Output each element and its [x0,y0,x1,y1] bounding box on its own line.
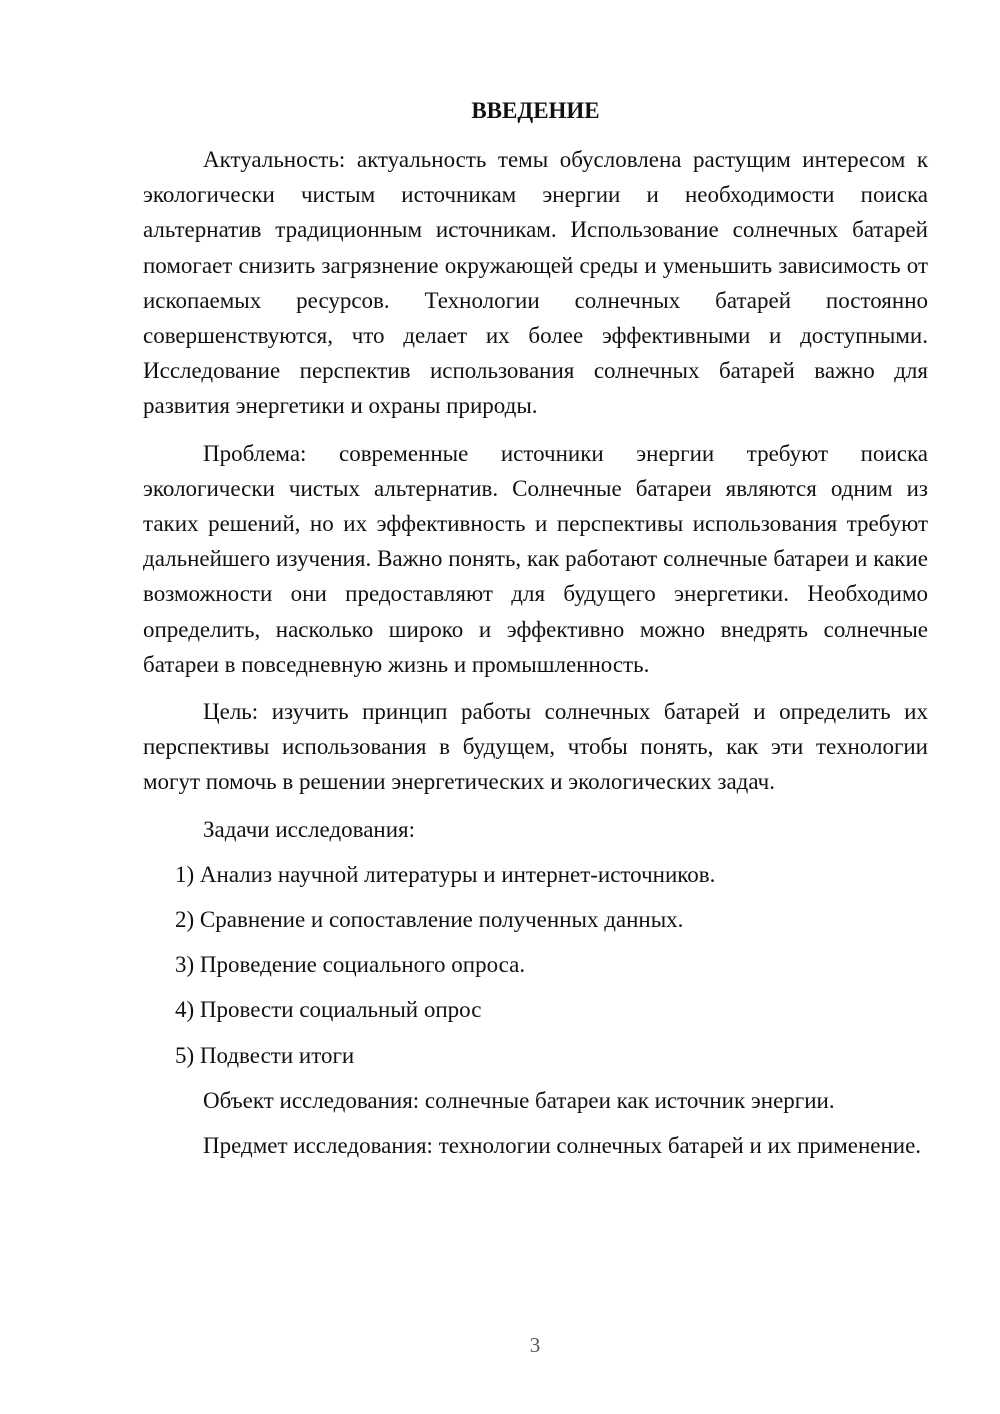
list-item: 4) Провести социальный опрос [175,997,482,1023]
page-number: 3 [529,1333,541,1357]
paragraph-subject: Предмет исследования: технологии солнечных батарей и их применение. [203,1133,922,1159]
list-item: 3) Проведение социального опроса. [175,952,526,978]
paragraph-relevance: Актуальность: актуальность темы обусловлена растущим интересом к экологически чистым источникам энергии и необходимости поиска альтернатив традиционным источникам. Использование солнечных батарей помогает снизить загрязнение окружающей среды и уменьшить зависимость от ископаемых ресурсов. Технологии солнечных батарей постоянно совершенствуются, что делает их более эффективными и доступными. Исследование перспектив использования солнечных батарей важно для развития энергетики и охраны природы. [143,147,928,419]
list-item: 2) Сравнение и сопоставление полученных данных. [175,907,684,933]
paragraph-object: Объект исследования: солнечные батареи как источник энергии. [203,1087,835,1113]
tasks-list [143,857,928,1073]
page-title: ВВЕДЕНИЕ [471,98,600,123]
list-item: 5) Подвести итоги [175,1042,355,1068]
document-body [143,142,928,1175]
paragraph-problem: Проблема: современные источники энергии требуют поиска экологически чистых альтернатив. Солнечные батареи являются одним из таких решений, но их эффективность и перспективы использования требуют дальнейшего изучения. Важно понять, как работают солнечные батареи и какие возможности они предоставляют для будущего энергетики. Необходимо определить, насколько широко и эффективно можно внедрять солнечные батареи в повседневную жизнь и промышленность. [143,440,928,677]
list-item: 1) Анализ научной литературы и интернет-источников. [175,861,716,887]
tasks-heading: Задачи исследования: [203,816,416,842]
paragraph-goal: Цель: изучить принцип работы солнечных батарей и определить их перспективы использования в будущем, чтобы понять, как эти технологии могут помочь в решении энергетических и экологических задач. [143,699,928,795]
